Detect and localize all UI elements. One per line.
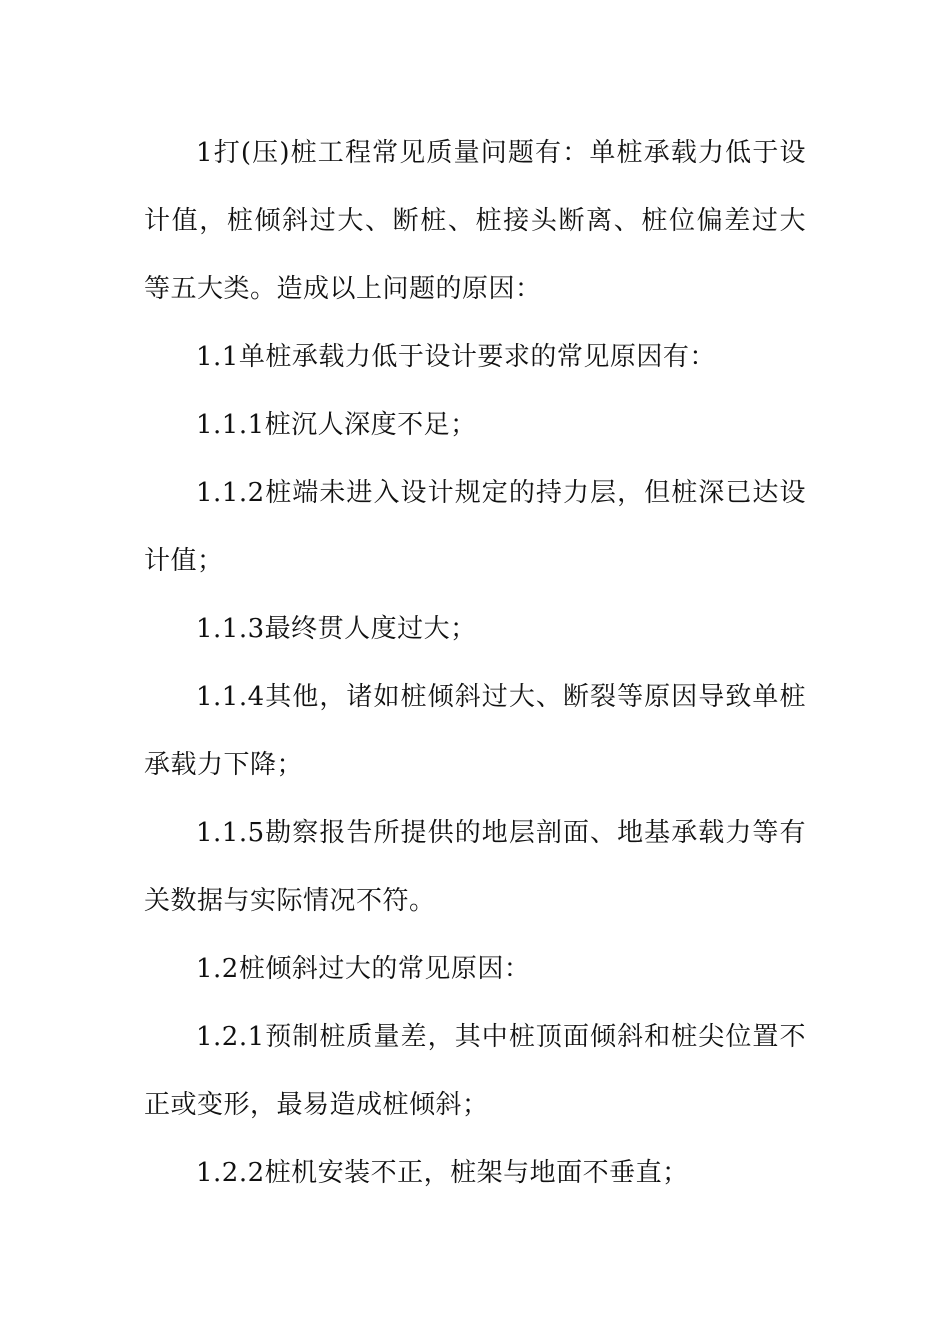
paragraph-1-2: 1.2桩倾斜过大的常见原因：: [196, 954, 531, 984]
paragraph-1-1-5: 1.1.5勘察报告所提供的地层剖面、地基承载力等有关数据与实际情况不符。: [144, 818, 806, 916]
paragraph-1-1-1: 1.1.1桩沉人深度不足；: [196, 410, 477, 440]
paragraph-1-1: 1.1单桩承载力低于设计要求的常见原因有：: [196, 342, 716, 372]
paragraph-1-2-1: 1.2.1预制桩质量差，其中桩顶面倾斜和桩尖位置不正或变形，最易造成桩倾斜；: [144, 1022, 806, 1120]
paragraph-1-1-3: 1.1.3最终贯人度过大；: [196, 614, 477, 644]
paragraph-quality-problems: 1打(压)桩工程常见质量问题有：单桩承载力低于设计值，桩倾斜过大、断桩、桩接头断离、桩位偏差过大等五大类。造成以上问题的原因：: [144, 138, 806, 304]
document-body: [144, 119, 806, 1207]
paragraph-1-2-2: 1.2.2桩机安装不正，桩架与地面不垂直；: [196, 1158, 689, 1188]
paragraph-1-1-2: 1.1.2桩端未进入设计规定的持力层，但桩深已达设计值；: [144, 478, 806, 576]
paragraph-1-1-4: 1.1.4其他，诸如桩倾斜过大、断裂等原因导致单桩承载力下降；: [144, 682, 806, 780]
